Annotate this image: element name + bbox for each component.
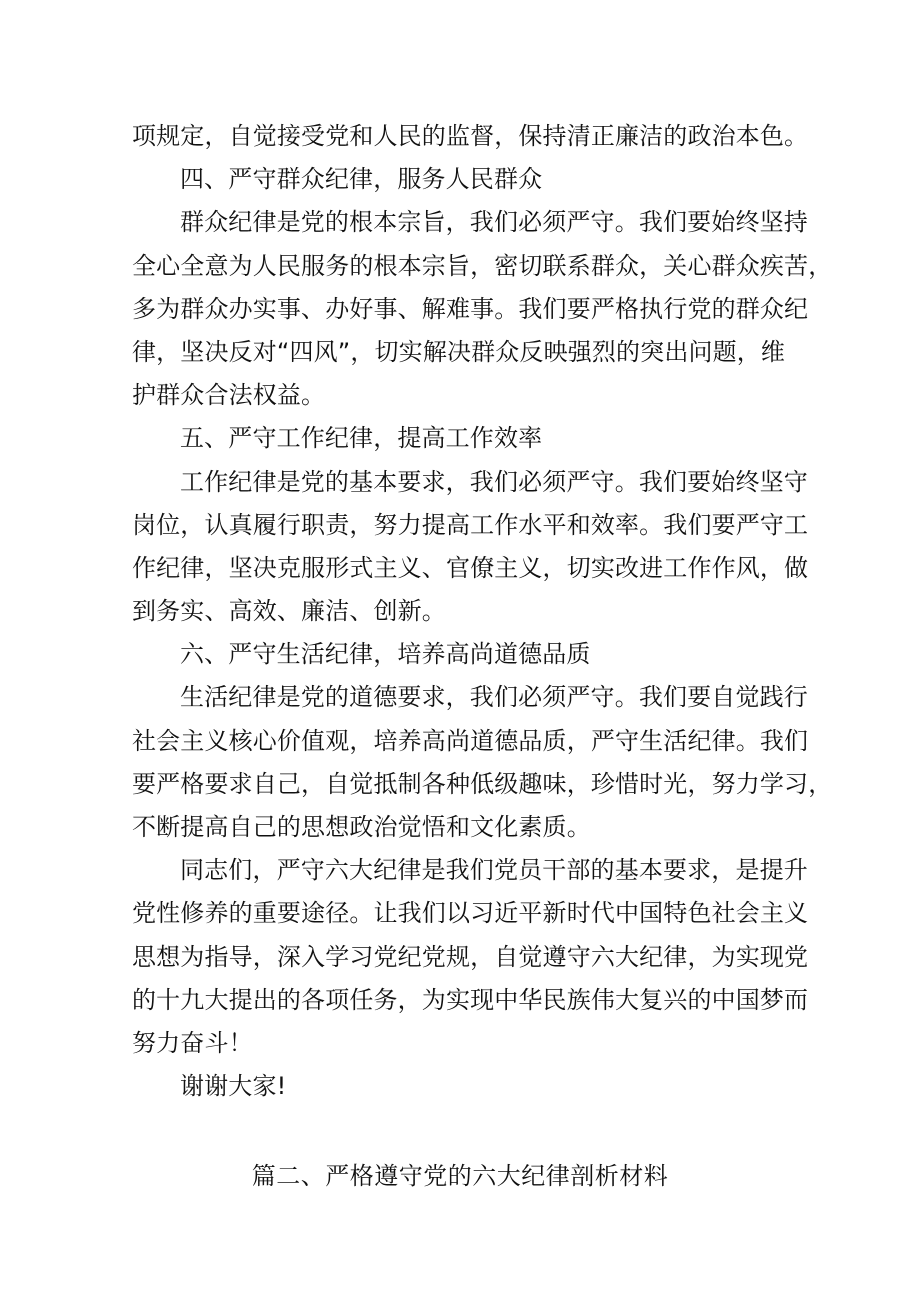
- paragraph-line-3: 群众纪律是党的根本宗旨，我们必须严守。我们要始终坚持: [180, 208, 808, 237]
- paragraph-line-7: 护群众合法权益。: [132, 381, 326, 410]
- paragraph-line-11: 作纪律，坚决克服形式主义、官僚主义，切实改进工作作风，做: [132, 553, 809, 582]
- paragraph-line-20: 思想为指导，深入学习党纪党规，自觉遵守六大纪律，为实现党: [132, 942, 809, 971]
- paragraph-line-10: 岗位，认真履行职责，努力提高工作水平和效率。我们要严守工: [132, 510, 809, 539]
- closing-thanks: 谢谢大家!: [180, 1072, 287, 1101]
- paragraph-line-19: 党性修养的重要途径。让我们以习近平新时代中国特色社会主义: [132, 899, 809, 928]
- paragraph-line-5: 多为群众办实事、办好事、解难事。我们要严格执行党的群众纪: [132, 294, 809, 323]
- heading-life-discipline: 六、严守生活纪律，培养高尚道德品质: [180, 640, 591, 669]
- paragraph-line-15: 社会主义核心价值观，培养高尚道德品质，严守生活纪律。我们: [132, 726, 809, 755]
- heading-mass-discipline: 四、严守群众纪律，服务人民群众: [180, 165, 543, 194]
- paragraph-line-6: 律，坚决反对“四风”，切实解决群众反映强烈的突出问题，维: [132, 337, 786, 366]
- paragraph-line-18: 同志们，严守六大纪律是我们党员干部的基本要求，是提升: [180, 856, 808, 885]
- paragraph-line-22: 努力奋斗！: [132, 1028, 253, 1057]
- paragraph-line-21: 的十九大提出的各项任务，为实现中华民族伟大复兴的中国梦而: [132, 985, 809, 1014]
- heading-work-discipline: 五、严守工作纪律，提高工作效率: [180, 424, 543, 453]
- paragraph-line-1: 项规定，自觉接受党和人民的监督，保持清正廉洁的政治本色。: [132, 122, 809, 150]
- paragraph-line-17: 不断提高自己的思想政治觉悟和文化素质。: [132, 813, 591, 841]
- next-section-title: 篇二、严格遵守党的六大纪律剖析材料: [251, 1162, 669, 1190]
- paragraph-line-9: 工作纪律是党的基本要求，我们必须严守。我们要始终坚守: [180, 467, 808, 496]
- document-body: [132, 115, 833, 1108]
- paragraph-line-14: 生活纪律是党的道德要求，我们必须严守。我们要自觉践行: [180, 683, 808, 712]
- paragraph-line-12: 到务实、高效、廉洁、创新。: [132, 597, 446, 626]
- paragraph-line-4: 全心全意为人民服务的根本宗旨，密切联系群众，关心群众疾苦，: [132, 251, 833, 280]
- paragraph-line-16: 要严格要求自己，自觉抵制各种低级趣味，珍惜时光，努力学习，: [132, 769, 833, 798]
